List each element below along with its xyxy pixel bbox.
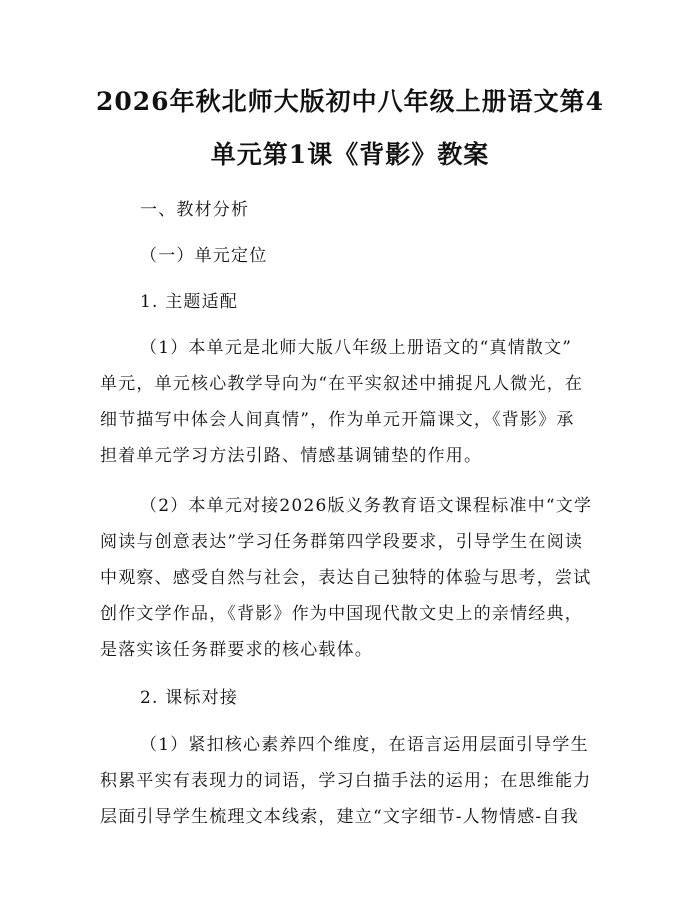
paragraph-1-line-1: （1）本单元是北师大版八年级上册语文的“真情散文” [140,338,573,358]
subsection-heading-unit-positioning: （一）单元定位 [140,246,268,266]
paragraph-3-line-3: 层面引导学生梳理文本线索，建立“文字细节-人物情感-自我 [100,807,579,827]
paragraph-3-line-1: （1）紧扣核心素养四个维度，在语言运用层面引导学生 [140,735,589,755]
paragraph-2-line-1: （2）本单元对接2026版义务教育语文课程标准中“文学 [140,496,593,516]
paragraph-1-line-2: 单元，单元核心教学导向为“在平实叙述中捕捉凡人微光，在 [100,374,584,394]
paragraph-3-line-2: 积累平实有表现力的词语，学习白描手法的运用；在思维能力 [100,771,592,791]
document-title-line-1: 2026年秋北师大版初中八年级上册语文第4 [96,87,604,116]
document-title-line-2: 单元第1课《背影》教案 [210,140,490,169]
item-heading-theme-fit: 1. 主题适配 [140,292,239,312]
section-heading-textbook-analysis: 一、教材分析 [140,200,250,220]
paragraph-2-line-4: 创作文学作品，《背影》作为中国现代散文史上的亲情经典， [100,604,583,624]
paragraph-1-line-3: 细节描写中体会人间真情”，作为单元开篇课文，《背影》承 [100,410,575,430]
paragraph-2-line-2: 阅读与创意表达”学习任务群第四学段要求，引导学生在阅读 [100,532,584,552]
item-heading-curriculum-alignment: 2. 课标对接 [140,688,239,708]
paragraph-1-line-4: 担着单元学习方法引路、情感基调铺垫的作用。 [100,446,483,466]
paragraph-2-line-5: 是落实该任务群要求的核心载体。 [100,640,373,660]
paragraph-2-line-3: 中观察、感受自然与社会，表达自己独特的体验与思考，尝试 [100,568,592,588]
